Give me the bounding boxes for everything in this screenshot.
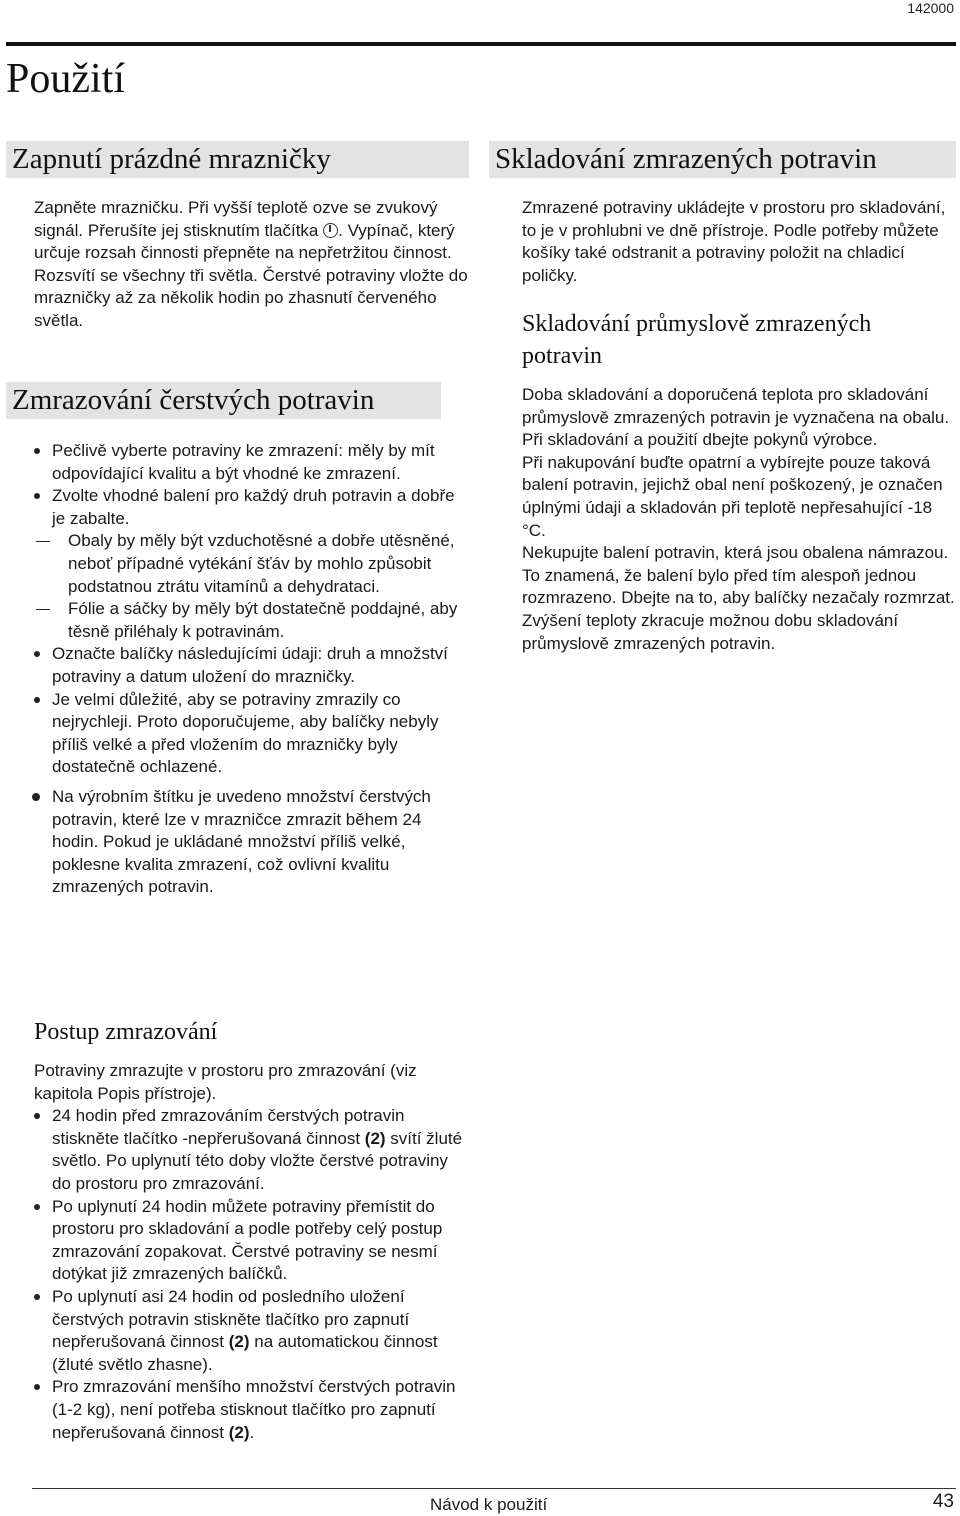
list-item: Označte balíčky následujícími údaji: druh a množství potraviny a datum uložení do mrazničky. <box>34 643 469 688</box>
section-heading-storing-frozen: Skladování zmrazených potravin <box>489 141 956 178</box>
storing-industrial-content <box>522 384 956 655</box>
dash-list-item: Fólie a sáčky by měly být dostatečně poddajné, aby těsně přiléhaly k potravinám. <box>34 598 469 643</box>
page-title: Použití <box>6 56 126 102</box>
paragraph: Doba skladování a doporučená teplota pro skladování průmyslově zmrazených potravin je vyznačena na obalu. Při skladování a použití dbejte pokynů výrobce. <box>522 385 950 450</box>
list-item: Pečlivě vyberte potraviny ke zmrazení: měly by mít odpovídající kvalitu a být vhodné ke zmrazení. <box>34 440 469 485</box>
freezing-procedure-content <box>34 1060 469 1444</box>
bottom-rule <box>32 1488 956 1489</box>
section-heading-freezing-procedure: Postup zmrazování <box>34 1019 218 1045</box>
list-item: 24 hodin před zmrazováním čerstvých potravin stiskněte tlačítko -nepřerušovaná činnost (2) svítí žluté světlo. Po uplynutí této doby vložte čerstvé potraviny do prostoru pro zmrazování. <box>34 1105 469 1195</box>
list-item: Je velmi důležité, aby se potraviny zmrazily co nejrychleji. Proto doporučujeme, aby balíčky nebyly příliš velké a před vložením do mrazničky byly dostatečně ochlazené. <box>34 689 469 779</box>
list-item: Po uplynutí asi 24 hodin od posledního uložení čerstvých potravin stiskněte tlačítko pro zapnutí nepřerušovaná činnost (2) na automatickou činnost (žluté světlo zhasne). <box>34 1286 469 1376</box>
section-text-storing-frozen: Zmrazené potraviny ukládejte v prostoru pro skladování, to je v prohlubni ve dně přístroje. Podle potřeby můžete košíky také odstranit a potraviny položit na chladicí poličky. <box>522 198 946 285</box>
list-item: Na výrobním štítku je uvedeno množství čerstvých potravin, které lze v mrazničce zmrazit během 24 hodin. Pokud je ukládané množství příliš velké, poklesne kvalita zmrazení, což ovlivní kvalitu zmrazených potravin. <box>34 786 469 899</box>
page-number: 43 <box>932 1491 954 1512</box>
power-button-icon <box>323 223 338 238</box>
paragraph: Při nakupování buďte opatrní a vybírejte pouze taková balení potravin, jejichž obal není poškozený, je označen úplnými údaji a skladován při teplotě nepřesahující -18 °C. <box>522 452 943 540</box>
document-number: 142000 <box>907 0 954 16</box>
dash-list-item: Obaly by měly být vzduchotěsné a dobře utěsněné, neboť případné vytékání šťáv by mohlo způsobit podstatnou ztrátu vitamínů a dehydrataci. <box>34 530 469 598</box>
footer-label: Návod k použití <box>430 1495 548 1514</box>
list-item: Zvolte vhodné balení pro každý druh potravin a dobře je zabalte. <box>34 485 469 530</box>
section-heading-storing-industrial: Skladování průmyslově zmrazených potravin <box>522 311 872 369</box>
section-heading-empty-freezer: Zapnutí prázdné mrazničky <box>6 141 469 178</box>
section-heading-freezing-fresh: Zmrazování čerstvých potravin <box>6 382 441 419</box>
top-rule <box>6 42 956 46</box>
procedure-intro: Potraviny zmrazujte v prostoru pro zmrazování (viz kapitola Popis přístroje). <box>34 1061 417 1103</box>
section-text-empty-freezer: Zapněte mrazničku. Při vyšší teplotě ozve se zvukový signál. Přerušíte jej stisknutím tlačítka . Vypínač, který určuje rozsah činnosti přepněte na nepřetržitou činnost. Rozsvítí se všechny tři světla. Čerstvé potraviny vložte do mrazničky až za několik hodin po zhasnutí červeného světla. <box>34 198 468 330</box>
list-item: Pro zmrazování menšího množství čerstvých potravin (1-2 kg), není potřeba stisknout tlačítko pro zapnutí nepřerušovaná činnost (2). <box>34 1376 469 1444</box>
freezing-fresh-list <box>34 440 469 899</box>
paragraph: Nekupujte balení potravin, která jsou obalena námrazou. To znamená, že balení bylo před tím alespoň jednou rozmrazeno. Dbejte na to, aby balíčky nezačaly rozmrzat. Zvýšení teploty zkracuje možnou dobu skladování průmyslově zmrazených potravin. <box>522 543 955 653</box>
list-item: Po uplynutí 24 hodin můžete potraviny přemístit do prostoru pro skladování a podle potřeby celý postup zmrazování zopakovat. Čerstvé potraviny se nesmí dotýkat již zmrazených balíčků. <box>34 1196 469 1286</box>
